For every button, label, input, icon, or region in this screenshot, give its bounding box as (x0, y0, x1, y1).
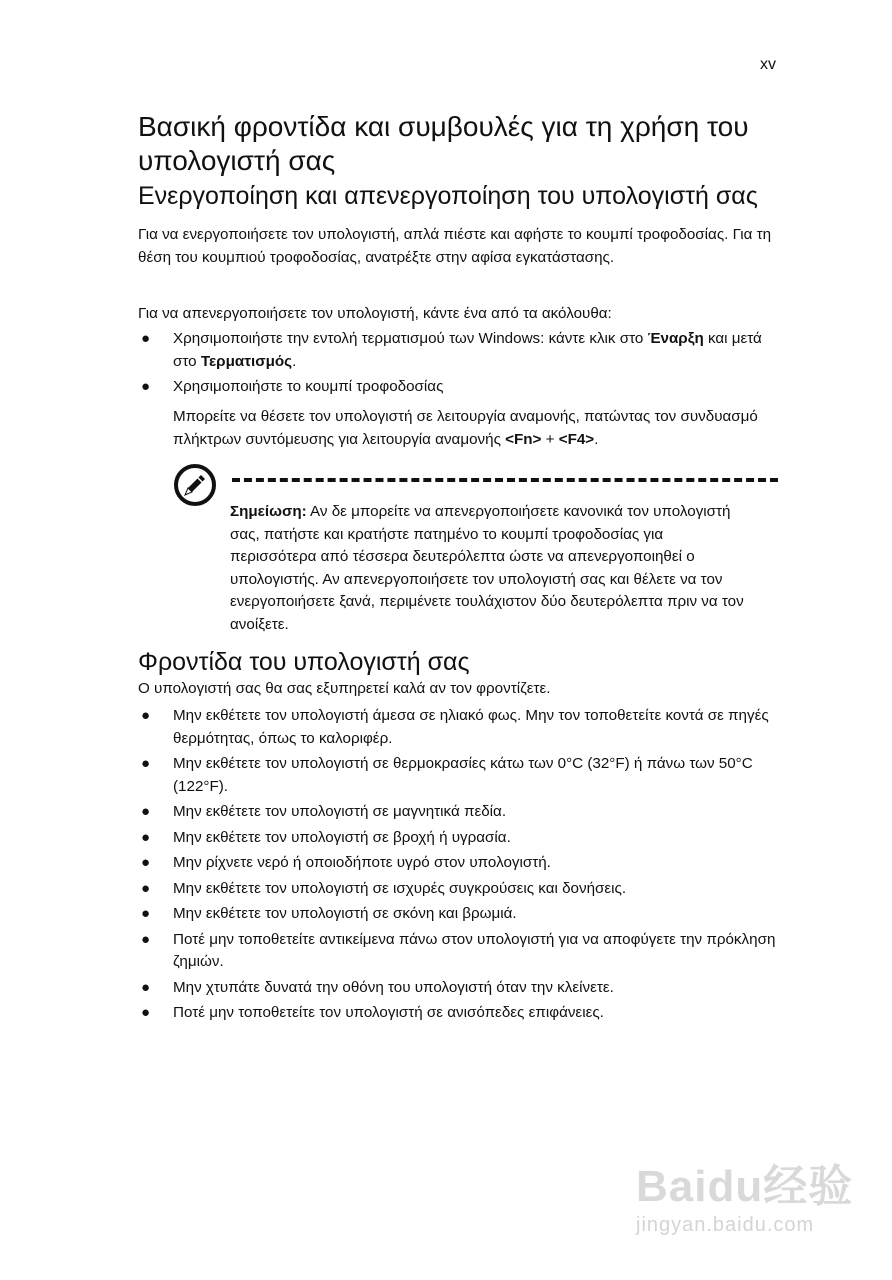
bullet-icon: ● (141, 378, 151, 395)
bullet-icon: ● (141, 854, 151, 871)
bullet-icon: ● (141, 1004, 151, 1021)
plus-text: + (541, 430, 559, 448)
power-off-intro: Για να απενεργοποιήσετε τον υπολογιστή, κάντε ένα από τα ακόλουθα: (138, 305, 612, 322)
care-intro: Ο υπολογιστή σας θα σας εξυπηρετεί καλά αν τον φροντίζετε. (138, 680, 551, 697)
start-label: Έναρξη (647, 330, 704, 347)
list-item (138, 977, 778, 1000)
care-item-text: Μην εκθέτετε τον υπολογιστή σε σκόνη και βρωμιά. (173, 905, 517, 922)
bullet-icon: ● (141, 930, 151, 948)
bullet-icon: ● (141, 879, 151, 897)
list-item (138, 753, 778, 798)
care-item-text: Μην ρίχνετε νερό ή οποιοδήποτε υγρό στον υπολογιστή. (173, 854, 551, 871)
list-item (138, 328, 778, 373)
care-item-text: Μην εκθέτετε τον υπολογιστή σε ισχυρές συγκρούσεις και δονήσεις. (173, 879, 627, 897)
note-box (230, 501, 750, 636)
fn-key: <Fn> (505, 430, 542, 448)
note-text: Αν δε μπορείτε να απενεργοποιήσετε κανονικά τον υπολογιστή σας, πατήστε και κρατήστε πατημένο το κουμπί τροφοδοσίας για περισσότερα από τέσσερα δευτερόλεπτα ώστε να απενεργοποιηθεί ο υπολογιστής. Αν απενεργοποιήσετε τον υπολογιστή σας και θέλετε να τον ενεργοποιήσετε ξανά, περιμένετε τουλάχιστον δύο δευτερόλεπτα πριν να τον ανοίξετε. (230, 503, 744, 633)
list-item (138, 705, 778, 750)
bullet-icon: ● (141, 803, 151, 820)
care-item-text: Μην εκθέτετε τον υπολογιστή σε βροχή ή υγρασία. (173, 828, 511, 846)
shutdown-label: Τερματισμός (200, 352, 293, 370)
list-item (138, 878, 778, 901)
bullet-text: και μετά στο (173, 330, 762, 370)
watermark-url: jingyan.baidu.com (636, 1214, 815, 1236)
list-item (138, 929, 778, 974)
page-title: Βασική φροντίδα και συμβουλές για τη χρήση του υπολογιστή σας (138, 111, 749, 176)
baidu-watermark (636, 1150, 866, 1250)
bullet-icon: ● (141, 755, 151, 772)
care-item-text: Ποτέ μην τοποθετείτε αντικείμενα πάνω στον υπολογιστή για να αποφύγετε την πρόκληση ζημιών. (173, 930, 776, 970)
list-item (138, 376, 778, 399)
list-item (138, 827, 778, 850)
care-item-text: Μην χτυπάτε δυνατά την οθόνη του υπολογιστή όταν την κλείνετε. (173, 978, 614, 996)
note-divider (232, 478, 778, 482)
standby-paragraph (173, 406, 778, 451)
list-item (138, 903, 778, 926)
care-list (138, 705, 778, 1025)
section-heading-care: Φροντίδα του υπολογιστή σας (138, 648, 470, 676)
power-on-paragraph: Για να ενεργοποιήσετε τον υπολογιστή, απλά πιέστε και αφήστε το κουμπί τροφοδοσίας. Για τη θέση του κουμπιού τροφοδοσίας, ανατρέξτε στην αφίσα εγκατάστασης. (138, 226, 772, 266)
bullet-text: . (292, 352, 297, 370)
standby-text: Μπορείτε να θέσετε τον υπολογιστή σε λειτουργία αναμονής, πατώντας τον συνδυασμό πλήκτρων συντόμευσης για λειτουργία αναμονής (173, 408, 758, 448)
note-pen-icon (172, 462, 218, 508)
list-item (138, 852, 778, 875)
watermark-brand: Baidu经验 (636, 1162, 854, 1211)
bullet-text: Χρησιμοποιήστε το κουμπί τροφοδοσίας (173, 378, 444, 395)
power-off-list (138, 328, 778, 399)
bullet-icon: ● (141, 978, 151, 996)
page-number: xv (760, 56, 776, 73)
care-item-text: Μην εκθέτετε τον υπολογιστή σε θερμοκρασίες κάτω των 0°C (32°F) ή πάνω των 50°C (122°F). (173, 755, 753, 795)
bullet-icon: ● (141, 330, 151, 347)
note-label: Σημείωση: (230, 503, 307, 520)
bullet-icon: ● (141, 828, 151, 846)
care-item-text: Ποτέ μην τοποθετείτε τον υπολογιστή σε ανισόπεδες επιφάνειες. (173, 1004, 604, 1021)
bullet-icon: ● (141, 905, 151, 922)
list-item (138, 801, 778, 824)
care-item-text: Μην εκθέτετε τον υπολογιστή σε μαγνητικά πεδία. (173, 803, 507, 820)
list-item (138, 1002, 778, 1025)
standby-end: . (594, 430, 599, 448)
care-item-text: Μην εκθέτετε τον υπολογιστή άμεσα σε ηλιακό φως. Μην τον τοποθετείτε κοντά σε πηγές θερμότητας, όπως το καλοριφέρ. (173, 707, 769, 747)
section-heading-power: Ενεργοποίηση και απενεργοποίηση του υπολογιστή σας (138, 182, 758, 210)
f4-key: <F4> (558, 430, 595, 448)
bullet-icon: ● (141, 707, 151, 724)
bullet-text: Χρησιμοποιήστε την εντολή τερματισμού των Windows: κάντε κλικ στο (173, 330, 648, 347)
